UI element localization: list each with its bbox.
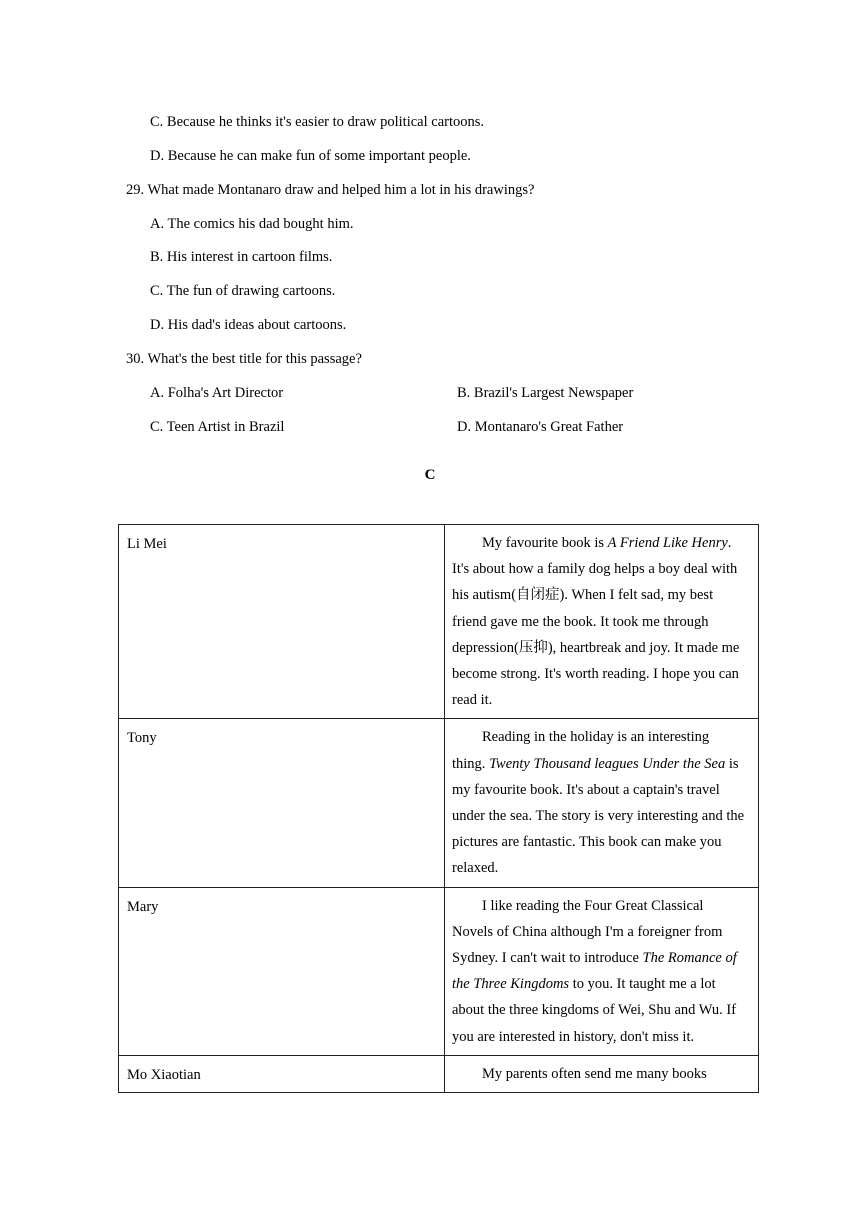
review-segment: my favourite book. It's about a captain's travel [452,781,720,798]
review-segment: you are interested in history, don't miss it. [452,1028,695,1045]
reviewer-name: Mo Xiaotian [119,1055,445,1092]
book-title: the Three Kingdoms [452,976,570,993]
review-line [452,945,752,971]
review-line [452,893,752,919]
option-b: B. Brazil's Largest Newspaper [457,385,634,401]
book-title: A Friend Like Henry [607,535,728,551]
review-line [452,724,752,750]
review-line [452,1024,752,1050]
option-c: C. Teen Artist in Brazil [150,419,285,435]
review-line [452,971,752,997]
review-segment: about the three kingdoms of Wei, Shu and Wu. If [452,1002,737,1019]
question-stem: 30. What's the best title for this passage? [126,351,362,367]
table-row [119,887,759,1055]
option-c: C. Because he thinks it's easier to draw political cartoons. [150,114,485,130]
review-segment: It's about how a family dog helps a boy deal with [452,561,738,578]
question-stem: 29. What made Montanaro draw and helped him a lot in his drawings? [126,182,535,198]
review-line [452,855,752,881]
review-segment: My parents often send me many books [482,1065,707,1082]
section-title: C [424,467,436,483]
option-d: D. Montanaro's Great Father [457,419,624,435]
review-line [452,556,752,582]
review-segment: friend gave me the book. It took me through [452,613,709,630]
review-segment: I like reading the Four Great Classical [482,897,704,914]
option-a: A. The comics his dad bought him. [150,216,354,232]
table-row [119,1055,759,1092]
review-segment: his autism(自闭症). When I felt sad, my best [452,587,714,604]
reviewer-name: Mary [119,887,445,1055]
review-text [445,719,759,887]
option-a: A. Folha's Art Director [150,385,284,401]
review-segment: Novels of China although I'm a foreigner from [452,923,723,940]
review-segment: pictures are fantastic. This book can make you [452,834,722,851]
review-line [452,582,752,608]
review-segment: thing. [452,755,490,772]
review-line [452,803,752,829]
reviewer-name: Li Mei [119,525,445,719]
review-line [452,1061,752,1087]
review-line [452,530,752,556]
review-segment: under the sea. The story is very interesting and the [452,808,745,825]
review-segment: . [727,535,732,551]
review-line [452,609,752,635]
review-segment: read it. [452,692,493,709]
review-segment: depression(压抑), heartbreak and joy. It made me [452,639,740,656]
review-line [452,751,752,777]
review-segment: is [725,755,739,772]
review-line [452,829,752,855]
review-text [445,1055,759,1092]
review-line [452,919,752,945]
option-d: D. Because he can make fun of some important people. [150,148,471,164]
review-line [452,687,752,713]
table-row [119,719,759,887]
reviews-table [118,524,759,1093]
review-segment: become strong. It's worth reading. I hope you can [452,666,739,683]
review-text [445,887,759,1055]
book-title: The Romance of [642,950,737,967]
review-segment: relaxed. [452,860,499,877]
review-segment: My favourite book is [482,535,608,551]
table-row [119,525,759,719]
review-line [452,635,752,661]
review-line [452,661,752,687]
option-b: B. His interest in cartoon films. [150,249,333,265]
review-segment: Sydney. I can't wait to introduce [452,950,643,967]
reviewer-name: Tony [119,719,445,887]
review-text [445,525,759,719]
book-title: Twenty Thousand leagues Under the Sea [489,755,726,772]
review-line [452,777,752,803]
option-d: D. His dad's ideas about cartoons. [150,317,347,333]
review-segment: Reading in the holiday is an interesting [482,729,710,746]
review-line [452,997,752,1023]
option-c: C. The fun of drawing cartoons. [150,283,336,299]
review-segment: to you. It taught me a lot [569,976,716,993]
